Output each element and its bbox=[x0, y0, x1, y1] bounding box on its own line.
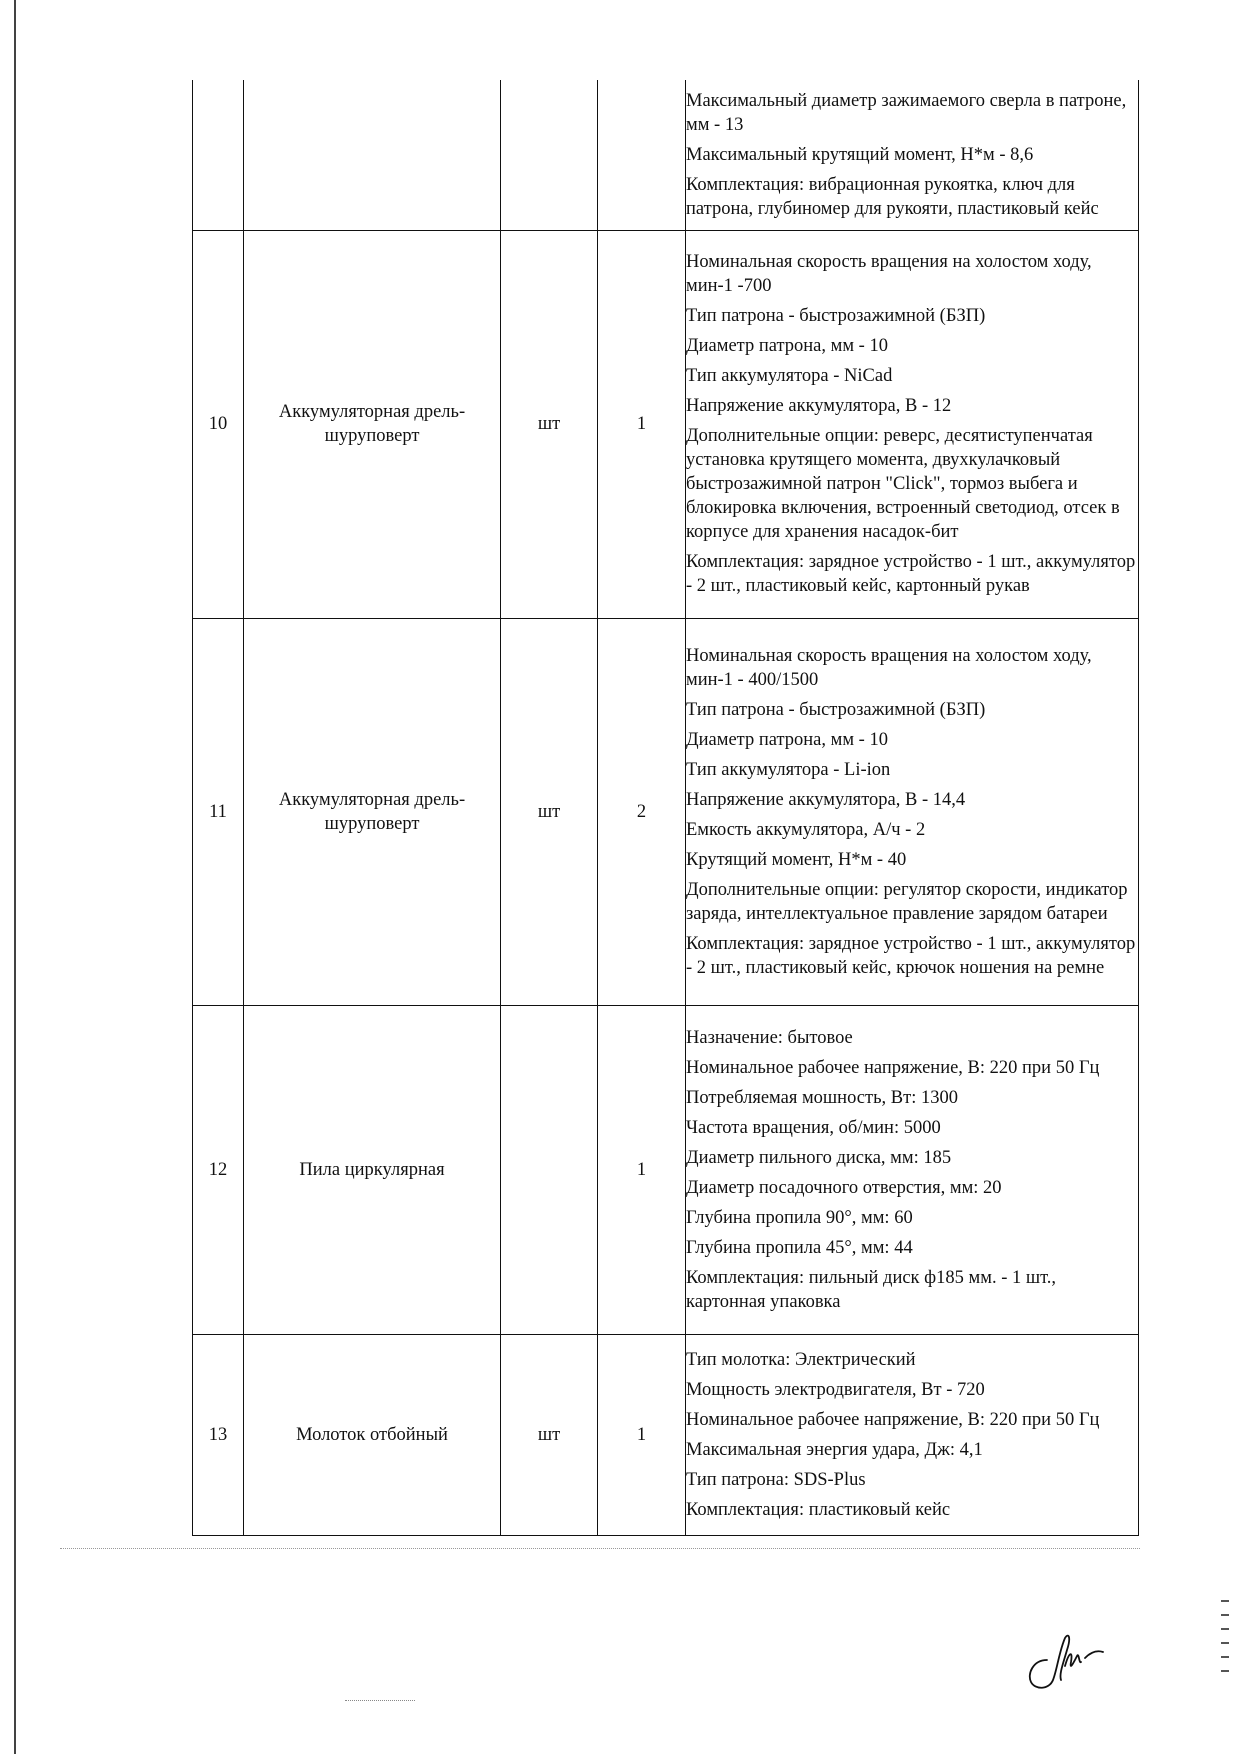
quantity: 1 bbox=[636, 1424, 647, 1445]
specifications-cell bbox=[686, 230, 1139, 618]
spec-line: Номинальная скорость вращения на холостом ходу, мин-1 - 400/1500 bbox=[686, 645, 1092, 690]
spec-line: Тип аккумулятора - NiCad bbox=[686, 366, 893, 386]
spec-line: Мощность электродвигателя, Вт - 720 bbox=[686, 1379, 985, 1400]
row-number: 13 bbox=[208, 1424, 228, 1445]
specifications-cell bbox=[686, 1334, 1139, 1535]
item-name: Аккумуляторная дрель-шуруповерт bbox=[278, 402, 466, 446]
unit-cell bbox=[501, 80, 598, 230]
quantity-cell bbox=[598, 80, 686, 230]
specifications-cell bbox=[686, 618, 1139, 1005]
item-name: Аккумуляторная дрель-шуруповерт bbox=[278, 789, 466, 834]
item-name-cell bbox=[244, 1005, 501, 1334]
spec-line: Комплектация: пластиковый кейс bbox=[686, 1499, 951, 1520]
scan-edge-line bbox=[14, 0, 16, 1754]
spec-line: Дополнительные опции: регулятор скорости, индикатор заряда, интеллектуальное правление зарядом батареи bbox=[686, 879, 1128, 924]
specifications-cell bbox=[686, 80, 1139, 230]
item-name-cell bbox=[244, 618, 501, 1005]
unit-cell bbox=[501, 1005, 598, 1334]
spec-line: Комплектация: пильный диск ф185 мм. - 1 шт., картонная упаковка bbox=[686, 1267, 1057, 1312]
unit: шт bbox=[537, 414, 561, 434]
spec-line: Максимальный крутящий момент, Н*м - 8,6 bbox=[686, 144, 1034, 165]
row-number-cell bbox=[193, 1005, 244, 1334]
scan-margin-marks bbox=[1221, 1600, 1233, 1710]
table-row bbox=[193, 1334, 1139, 1535]
spec-line: Максимальный диаметр зажимаемого сверла в патроне, мм - 13 bbox=[686, 90, 1127, 135]
row-number-cell bbox=[193, 80, 244, 230]
unit-cell bbox=[501, 230, 598, 618]
signature-image bbox=[1025, 1630, 1105, 1692]
spec-line: Тип патрона - быстрозажимной (БЗП) bbox=[686, 699, 986, 720]
spec-line: Комплектация: зарядное устройство - 1 шт., аккумулятор - 2 шт., пластиковый кейс, картонный рукав bbox=[686, 552, 1136, 596]
spec-line: Напряжение аккумулятора, В - 12 bbox=[686, 396, 952, 416]
table-row bbox=[193, 618, 1139, 1005]
item-name: Молоток отбойный bbox=[296, 1424, 448, 1445]
spec-line: Крутящий момент, Н*м - 40 bbox=[686, 849, 907, 870]
spec-line: Комплектация: зарядное устройство - 1 шт., аккумулятор - 2 шт., пластиковый кейс, крючок ношения на ремне bbox=[686, 933, 1136, 978]
unit-cell bbox=[501, 618, 598, 1005]
item-name-cell bbox=[244, 230, 501, 618]
spec-line: Емкость аккумулятора, А/ч - 2 bbox=[686, 819, 926, 840]
unit-cell bbox=[501, 1334, 598, 1535]
item-name: Пила циркулярная bbox=[299, 1159, 445, 1180]
footer-dots bbox=[345, 1700, 415, 1701]
spec-line: Назначение: бытовое bbox=[686, 1027, 853, 1048]
quantity: 2 bbox=[636, 801, 647, 822]
spec-line: Тип патрона: SDS-Plus bbox=[686, 1469, 866, 1490]
table-row bbox=[193, 80, 1139, 230]
item-name-cell bbox=[244, 1334, 501, 1535]
item-name-cell bbox=[244, 80, 501, 230]
quantity-cell bbox=[598, 1334, 686, 1535]
row-number-cell bbox=[193, 1334, 244, 1535]
spec-line: Тип молотка: Электрический bbox=[686, 1349, 916, 1370]
unit: шт bbox=[537, 1424, 561, 1445]
spec-line: Номинальная скорость вращения на холостом ходу, мин-1 -700 bbox=[686, 252, 1092, 296]
quantity: 1 bbox=[636, 1159, 647, 1180]
table-row bbox=[193, 230, 1139, 618]
spec-line: Диаметр патрона, мм - 10 bbox=[686, 729, 888, 750]
spec-line: Частота вращения, об/мин: 5000 bbox=[686, 1117, 941, 1138]
spec-line: Комплектация: вибрационная рукоятка, ключ для патрона, глубиномер для рукояти, пластиковый кейс bbox=[686, 174, 1099, 219]
quantity: 1 bbox=[636, 414, 647, 434]
spec-line: Дополнительные опции: реверс, десятиступенчатая установка крутящего момента, двухкулачковый быстрозажимной патрон "Click", тормоз выбега и блокировка включения, встроенный светодиод, отсек в корпусе для хранения насадок-бит bbox=[686, 426, 1120, 542]
spec-line: Диаметр пильного диска, мм: 185 bbox=[686, 1147, 952, 1168]
table-row bbox=[193, 1005, 1139, 1334]
spec-line: Глубина пропила 90°, мм: 60 bbox=[686, 1207, 913, 1228]
spec-line: Максимальная энергия удара, Дж: 4,1 bbox=[686, 1439, 983, 1460]
row-number-cell bbox=[193, 618, 244, 1005]
row-number: 12 bbox=[208, 1159, 228, 1180]
row-number-cell bbox=[193, 230, 244, 618]
spec-line: Тип аккумулятора - Li-ion bbox=[686, 759, 891, 780]
spec-line: Диаметр посадочного отверстия, мм: 20 bbox=[686, 1177, 1002, 1198]
unit: шт bbox=[537, 801, 561, 822]
spec-line: Номинальное рабочее напряжение, В: 220 при 50 Гц bbox=[686, 1409, 1100, 1430]
quantity-cell bbox=[598, 1005, 686, 1334]
spec-line: Номинальное рабочее напряжение, В: 220 при 50 Гц bbox=[686, 1057, 1100, 1078]
spec-line: Тип патрона - быстрозажимной (БЗП) bbox=[686, 306, 986, 326]
quantity-cell bbox=[598, 230, 686, 618]
spec-line: Потребляемая мошность, Вт: 1300 bbox=[686, 1087, 958, 1108]
equipment-spec-table bbox=[192, 80, 1139, 1536]
scan-dotted-line bbox=[60, 1548, 1140, 1549]
row-number: 10 bbox=[208, 414, 228, 434]
row-number: 11 bbox=[209, 801, 227, 822]
spec-line: Напряжение аккумулятора, В - 14,4 bbox=[686, 789, 966, 810]
spec-line: Диаметр патрона, мм - 10 bbox=[686, 336, 888, 356]
spec-line: Глубина пропила 45°, мм: 44 bbox=[686, 1237, 913, 1258]
specifications-cell bbox=[686, 1005, 1139, 1334]
quantity-cell bbox=[598, 618, 686, 1005]
